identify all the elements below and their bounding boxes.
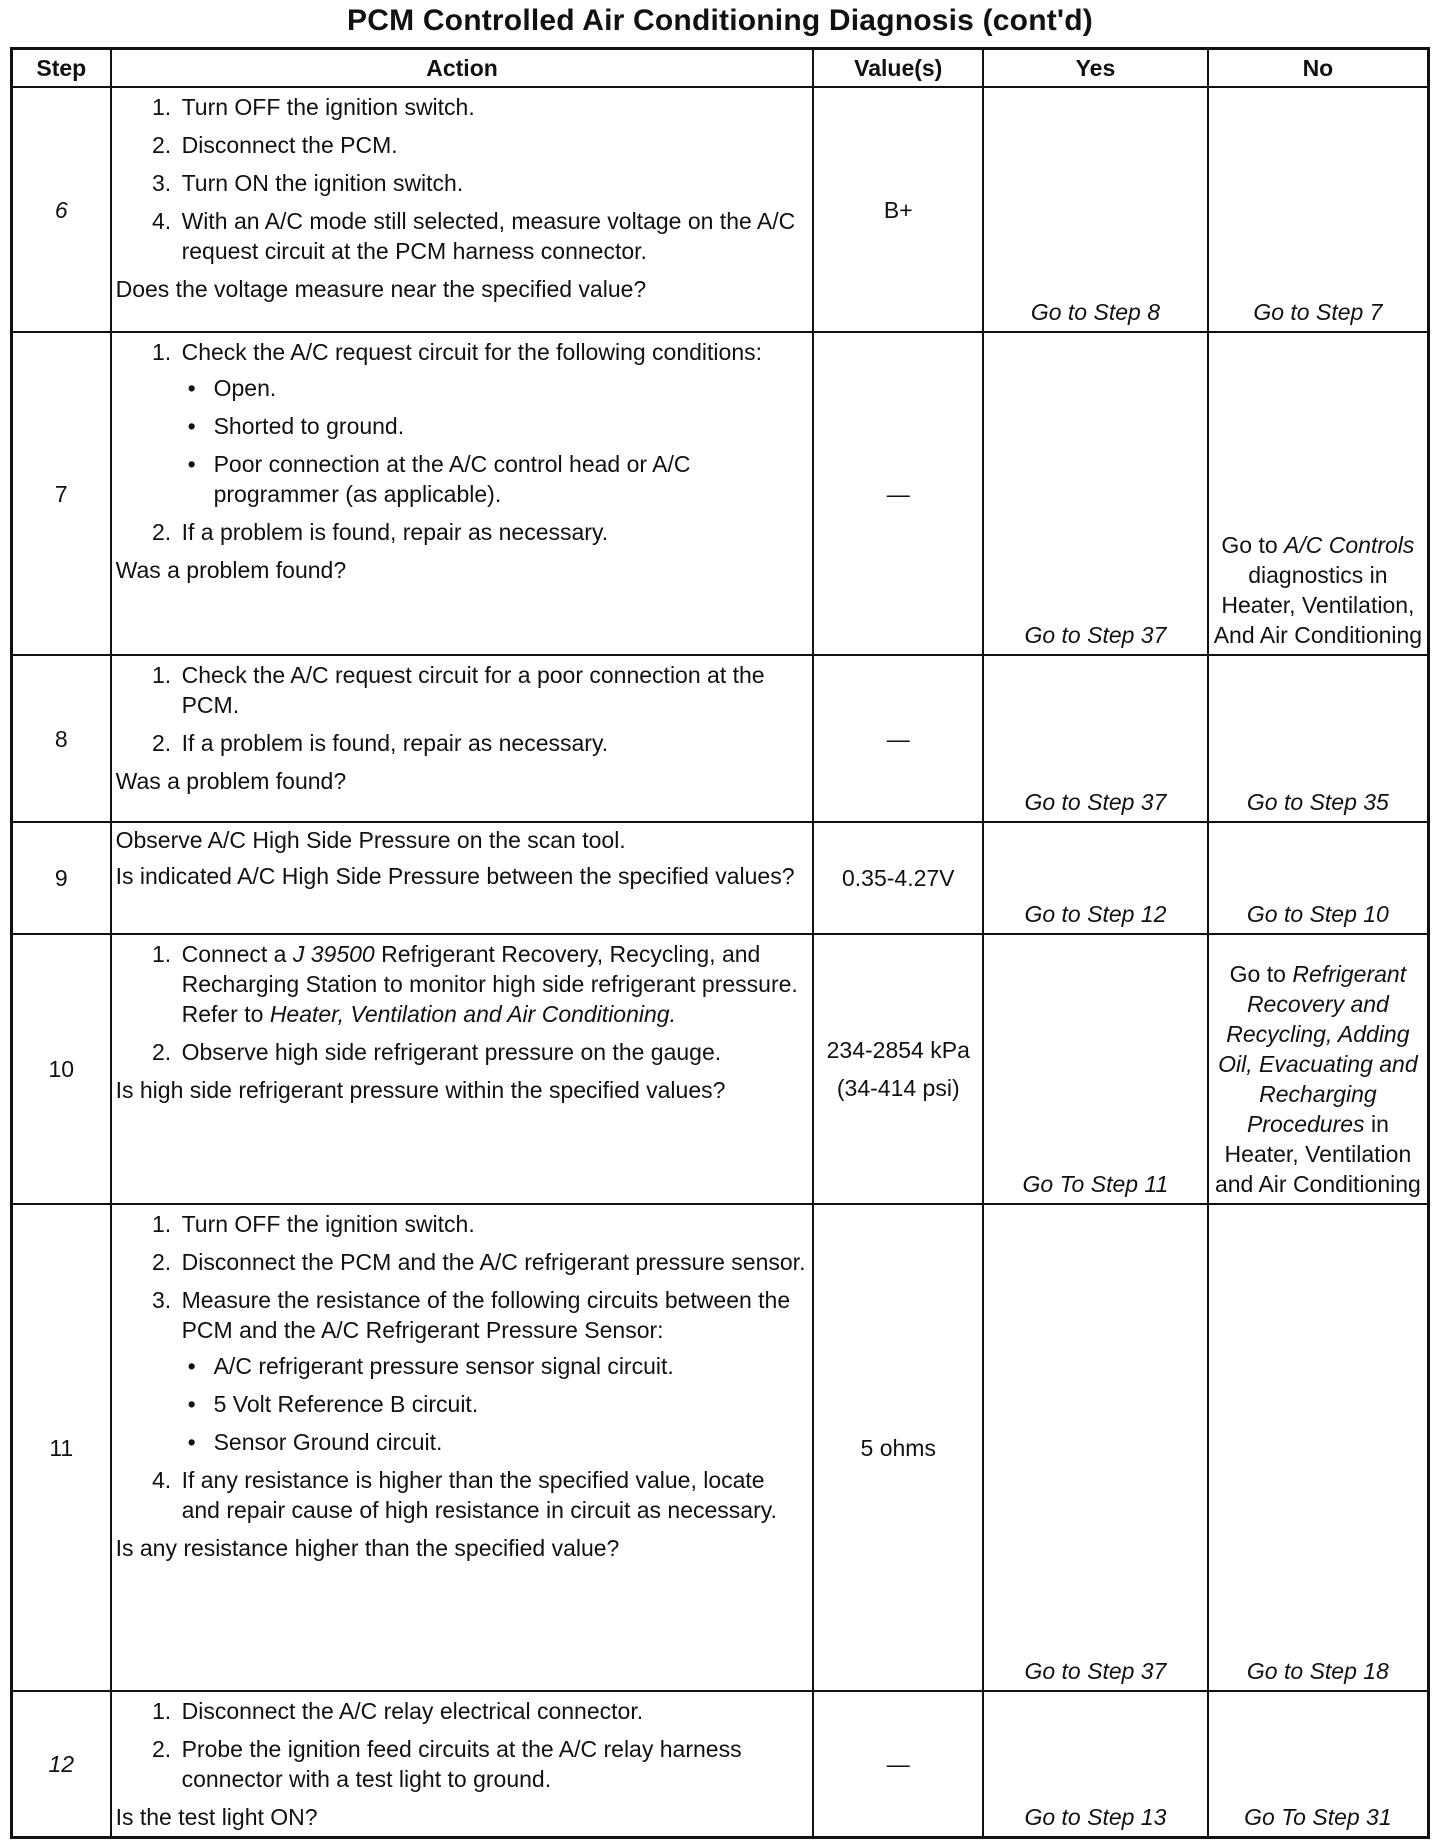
no-cell: Go to Refrigerant Recovery and Recycling, Adding Oil, Evacuating and Recharging Procedures in Heater, Ventilation and Air Conditioning: [1208, 934, 1429, 1204]
step-number: 9: [12, 822, 111, 934]
yes-cell: Go to Step 37: [983, 1204, 1208, 1691]
action-step: 1. Turn OFF the ignition switch.: [178, 1209, 809, 1239]
step-number: 10: [12, 934, 111, 1204]
yes-cell: Go To Step 11: [983, 934, 1208, 1204]
yes-cell: Go to Step 12: [983, 822, 1208, 934]
table-row-step-8: [12, 655, 1429, 822]
bullet-item: • Open.: [210, 373, 809, 403]
action-step: 2. Observe high side refrigerant pressure on the gauge.: [178, 1037, 809, 1067]
action-step: 2. If a problem is found, repair as necessary.: [178, 728, 809, 758]
action-cell: [111, 1691, 814, 1838]
action-step: 1. Disconnect the A/C relay electrical connector.: [178, 1696, 809, 1726]
step-number: 11: [12, 1204, 111, 1691]
table-header-row: [12, 49, 1429, 88]
action-cell: [111, 822, 814, 934]
step-number: 7: [12, 332, 111, 655]
action-step: 2. Probe the ignition feed circuits at the A/C relay harness connector with a test light to ground.: [178, 1734, 809, 1794]
value-cell: —: [813, 655, 983, 822]
reference-link: A/C Controls: [1284, 532, 1415, 558]
action-step: 2. If a problem is found, repair as necessary.: [178, 517, 809, 547]
page-title: PCM Controlled Air Conditioning Diagnosis (cont'd): [347, 4, 1093, 37]
yes-cell: Go to Step 37: [983, 655, 1208, 822]
no-cell: Go to A/C Controls diagnostics in Heater, Ventilation, And Air Conditioning: [1208, 332, 1429, 655]
manual-reference: Heater, Ventilation and Air Conditioning.: [269, 1001, 676, 1027]
no-cell: Go to Step 35: [1208, 655, 1429, 822]
value-cell: —: [813, 332, 983, 655]
bullet-item: • Shorted to ground.: [210, 411, 809, 441]
table-row-step-6: [12, 87, 1429, 332]
header-no: No: [1208, 49, 1429, 88]
bullet-item: • Poor connection at the A/C control head or A/C programmer (as applicable).: [210, 449, 809, 509]
step-number: 6: [12, 87, 111, 332]
action-text: Observe A/C High Side Pressure on the scan tool.: [115, 827, 626, 853]
value-cell: 0.35-4.27V: [813, 822, 983, 934]
question: Does the voltage measure near the specified value?: [115, 276, 647, 302]
question: Is indicated A/C High Side Pressure between the specified values?: [115, 863, 795, 889]
value-cell: B+: [813, 87, 983, 332]
no-cell: Go to Step 18: [1208, 1204, 1429, 1691]
table-row-step-9: [12, 822, 1429, 934]
action-cell: [111, 1204, 814, 1691]
bullet-item: • 5 Volt Reference B circuit.: [210, 1389, 809, 1419]
yes-cell: Go to Step 13: [983, 1691, 1208, 1838]
action-cell: [111, 655, 814, 822]
step-number: 8: [12, 655, 111, 822]
action-step: 1. Turn OFF the ignition switch.: [178, 92, 809, 122]
header-step: Step: [12, 49, 111, 88]
question: Was a problem found?: [115, 557, 347, 583]
yes-cell: Go to Step 8: [983, 87, 1208, 332]
question: Is high side refrigerant pressure within the specified values?: [115, 1077, 726, 1103]
diagnosis-table: [10, 47, 1430, 1839]
action-cell: [111, 934, 814, 1204]
table-row-step-10: [12, 934, 1429, 1204]
value-cell: 234-2854 kPa (34-414 psi): [813, 934, 983, 1204]
header-action: Action: [111, 49, 814, 88]
action-step: 4. With an A/C mode still selected, measure voltage on the A/C request circuit at the PCM harness connector.: [178, 206, 809, 266]
question: Is the test light ON?: [115, 1804, 318, 1830]
step-number: 12: [12, 1691, 111, 1838]
action-step: 2. Disconnect the PCM.: [178, 130, 809, 160]
question: Is any resistance higher than the specified value?: [115, 1535, 620, 1561]
question: Was a problem found?: [115, 768, 347, 794]
table-row-step-7: [12, 332, 1429, 655]
bullet-item: • A/C refrigerant pressure sensor signal circuit.: [210, 1351, 809, 1381]
no-cell: Go to Step 10: [1208, 822, 1429, 934]
action-step: 3. Measure the resistance of the following circuits between the PCM and the A/C Refrigerant Pressure Sensor: • A/C refrigerant pressure sensor signal circuit. • 5 Volt Reference B circuit. • Sensor Ground circuit.: [178, 1285, 809, 1457]
action-step: 4. If any resistance is higher than the specified value, locate and repair cause of high resistance in circuit as necessary.: [178, 1465, 809, 1525]
value-cell: —: [813, 1691, 983, 1838]
header-yes: Yes: [983, 49, 1208, 88]
action-step: 3. Turn ON the ignition switch.: [178, 168, 809, 198]
action-cell: [111, 332, 814, 655]
bullet-item: • Sensor Ground circuit.: [210, 1427, 809, 1457]
reference-link: Refrigerant Recovery and Recycling, Adding Oil, Evacuating and Recharging Procedures: [1218, 961, 1418, 1137]
table-row-step-11: [12, 1204, 1429, 1691]
action-step: 1. Connect a J 39500 Refrigerant Recovery, Recycling, and Recharging Station to monitor high side refrigerant pressure. Refer to Heater, Ventilation and Air Conditioning.: [178, 939, 809, 1029]
action-step: 1. Check the A/C request circuit for the following conditions: • Open. • Shorted to ground. • Poor connection at the A/C control head or A/C programmer (as applicable).: [178, 337, 809, 509]
action-cell: [111, 87, 814, 332]
tool-reference: J 39500: [292, 941, 375, 967]
header-value: Value(s): [813, 49, 983, 88]
action-step: 1. Check the A/C request circuit for a poor connection at the PCM.: [178, 660, 809, 720]
value-cell: 5 ohms: [813, 1204, 983, 1691]
no-cell: Go to Step 7: [1208, 87, 1429, 332]
no-cell: Go To Step 31: [1208, 1691, 1429, 1838]
action-step: 2. Disconnect the PCM and the A/C refrigerant pressure sensor.: [178, 1247, 809, 1277]
yes-cell: Go to Step 37: [983, 332, 1208, 655]
table-row-step-12: [12, 1691, 1429, 1838]
